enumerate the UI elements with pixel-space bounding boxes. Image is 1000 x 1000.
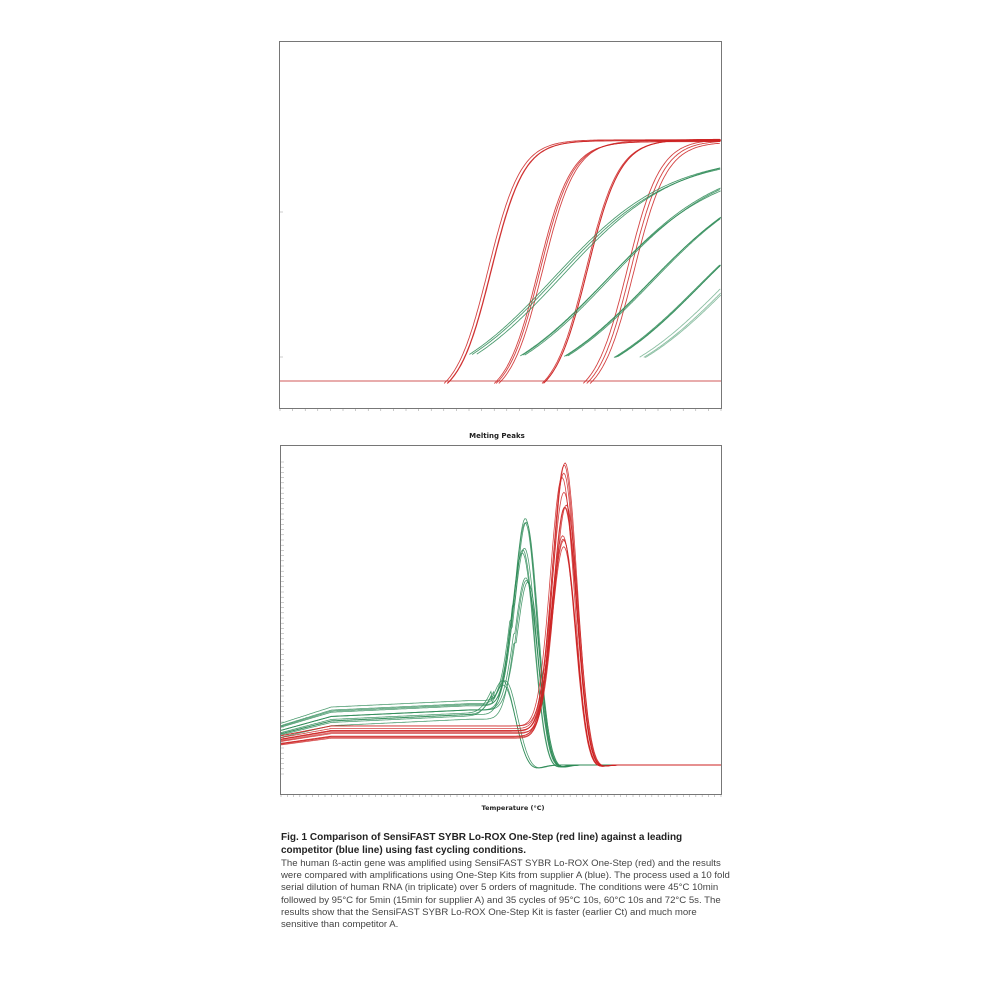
melting-x-axis-label: Temperature (°C) xyxy=(481,804,545,812)
caption-title: Fig. 1 Comparison of SensiFAST SYBR Lo-ROX One-Step (red line) against a leading competitor (blue line) using fast cycling conditions. xyxy=(281,832,683,856)
caption-body: The human ß-actin gene was amplified using SensiFAST SYBR Lo-ROX One-Step (red) and the results were compared with amplifications using One-Step Kits from supplier A (blue). The process used a 10 fold serial dilution of human RNA (in triplicate) over 5 orders of magnitude. The conditions were 45°C 10min followed by 95°C for 5min (15min for supplier A) and 35 cycles of 95°C 10s, 60°C 10s and 72°C 5s. The results show that the SensiFAST SYBR Lo-ROX One-Step Kit is faster (earlier Ct) and much more sensitive than competitor A. xyxy=(281,858,730,931)
figure-caption xyxy=(281,832,731,931)
melting-plot-frame xyxy=(281,446,722,795)
amplification-plot-frame xyxy=(280,42,722,409)
melting-chart-title: Melting Peaks xyxy=(469,432,525,440)
amplification-chart xyxy=(280,42,722,412)
melting-chart xyxy=(281,432,722,812)
